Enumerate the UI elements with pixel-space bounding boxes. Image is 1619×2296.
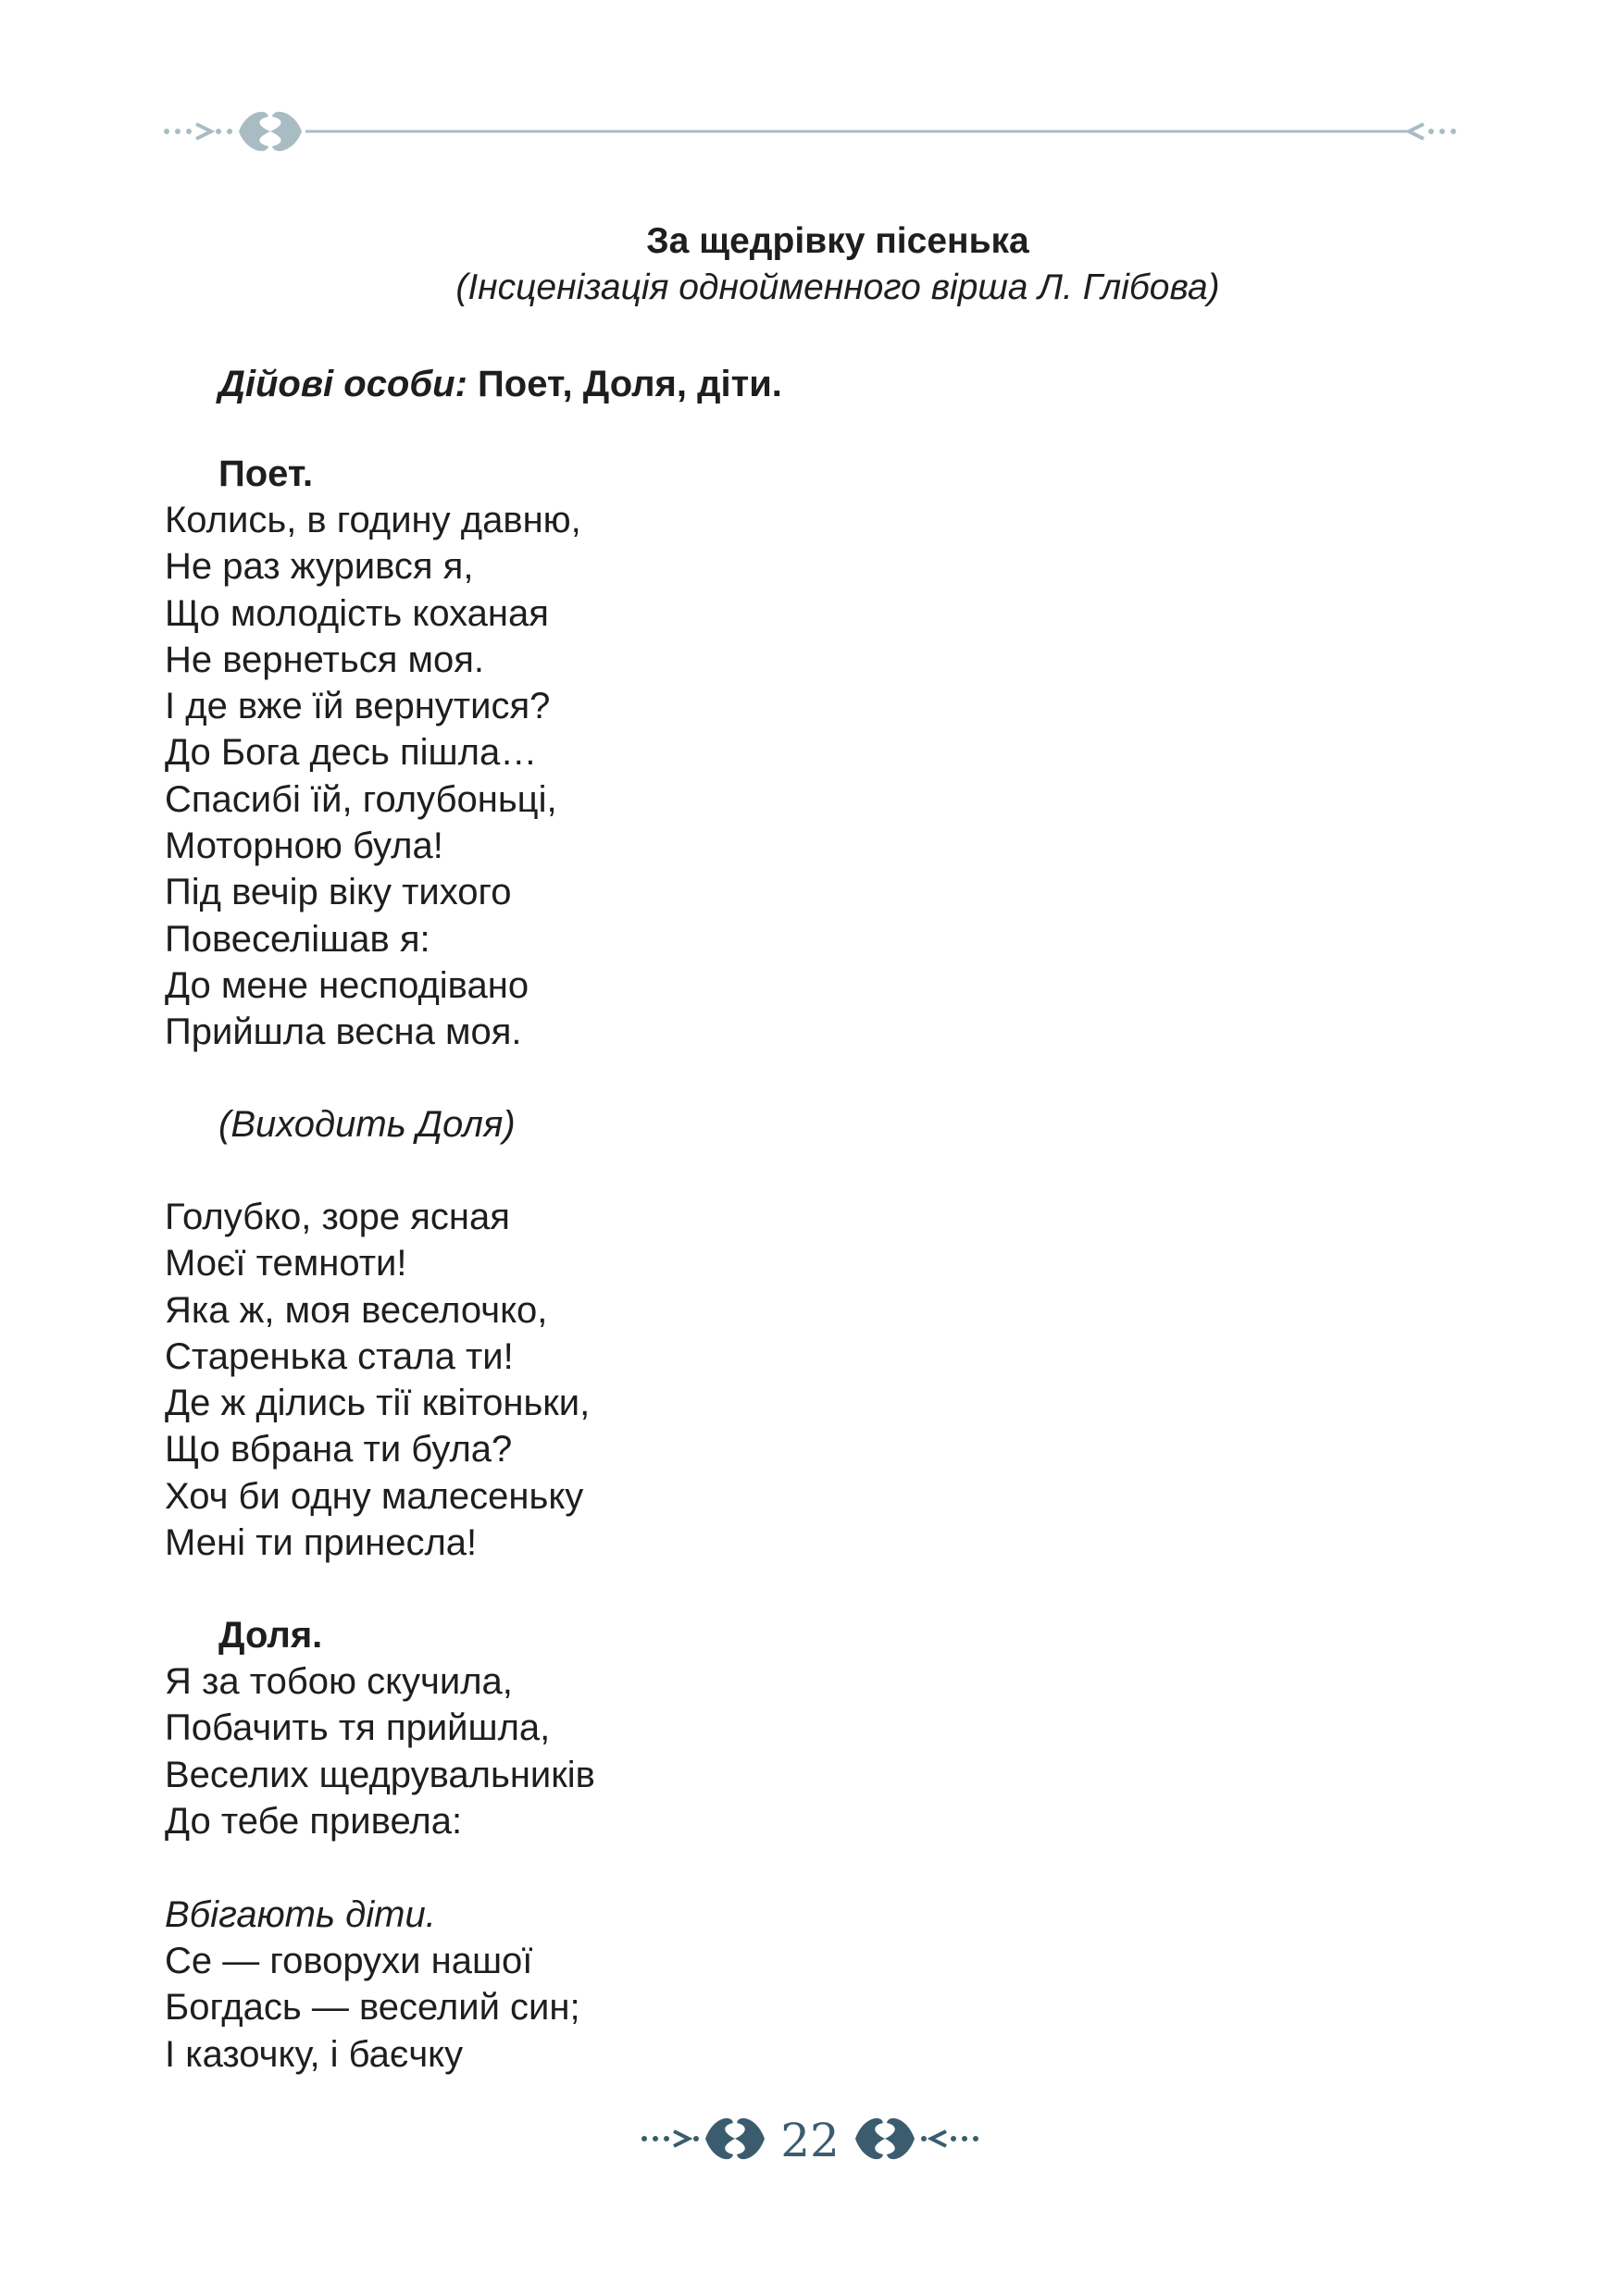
verse-line: Моєї темноти!	[165, 1243, 407, 1285]
verse-line: До мене несподівано	[165, 964, 529, 1006]
verse-line: І де вже їй вернутися?	[165, 686, 551, 727]
page-subtitle: (Інсценізація однойменного вірша Л. Глібова)	[455, 267, 1220, 307]
poet-stanza-1	[165, 497, 581, 1056]
verse-line: Побачить тя прийшла,	[165, 1707, 551, 1749]
final-stanza	[165, 1938, 580, 2078]
verse-line: Що молодість коханая	[165, 592, 549, 634]
speaker-dolia: Доля.	[218, 1615, 323, 1656]
verse-line: І казочку, і баєчку	[165, 2033, 464, 2075]
page-number: 22	[780, 2114, 840, 2167]
cast-names: Поет, Доля, діти.	[467, 364, 782, 404]
cast-line	[165, 361, 782, 407]
verse-line: Се — говорухи нашої	[165, 1941, 533, 1981]
verse-line: Де ж ділись тії квітоньки,	[165, 1383, 591, 1424]
dolia-stanza	[165, 1658, 595, 1844]
verse-line: Яка ж, моя веселочко,	[165, 1289, 548, 1331]
verse-line: Моторною була!	[165, 825, 443, 867]
verse-line: Голубко, зоре ясная	[165, 1197, 510, 1237]
verse-line: Під вечір віку тихого	[165, 872, 512, 913]
verse-line: Не раз журився я,	[165, 546, 474, 588]
verse-line: Повеселішав я:	[165, 918, 430, 960]
verse-line: Прийшла весна моя.	[165, 1011, 522, 1053]
verse-line: Мені ти принесла!	[165, 1522, 478, 1564]
verse-line: Богдась — веселий син;	[165, 1987, 580, 2029]
cast-label: Дійові особи:	[218, 364, 467, 404]
poet-stanza-2	[165, 1194, 590, 1566]
verse-line: Веселих щедрувальників	[165, 1754, 595, 1795]
verse-line: Я за тобою скучила,	[165, 1661, 513, 1702]
verse-line: Не вернеться моя.	[165, 639, 484, 680]
header-ornament-icon	[157, 104, 1463, 159]
verse-line: Хоч би одну малесеньку	[165, 1475, 584, 1517]
speaker-poet: Поет.	[218, 453, 314, 494]
stage-direction-1: (Виходить Доля)	[218, 1104, 516, 1145]
verse-line: Спасибі їй, голубоньці,	[165, 778, 557, 820]
stage-direction-2: Вбігають діти.	[165, 1894, 436, 1935]
verse-line: Колись, в годину давню,	[165, 500, 581, 540]
verse-line: Що вбрана ти була?	[165, 1429, 513, 1471]
verse-line: Старенька стала ти!	[165, 1335, 514, 1377]
verse-line: До тебе привела:	[165, 1800, 463, 1842]
verse-line: До Бога десь пішла…	[165, 732, 538, 774]
page-title: За щедрівку пісенька	[646, 221, 1029, 261]
